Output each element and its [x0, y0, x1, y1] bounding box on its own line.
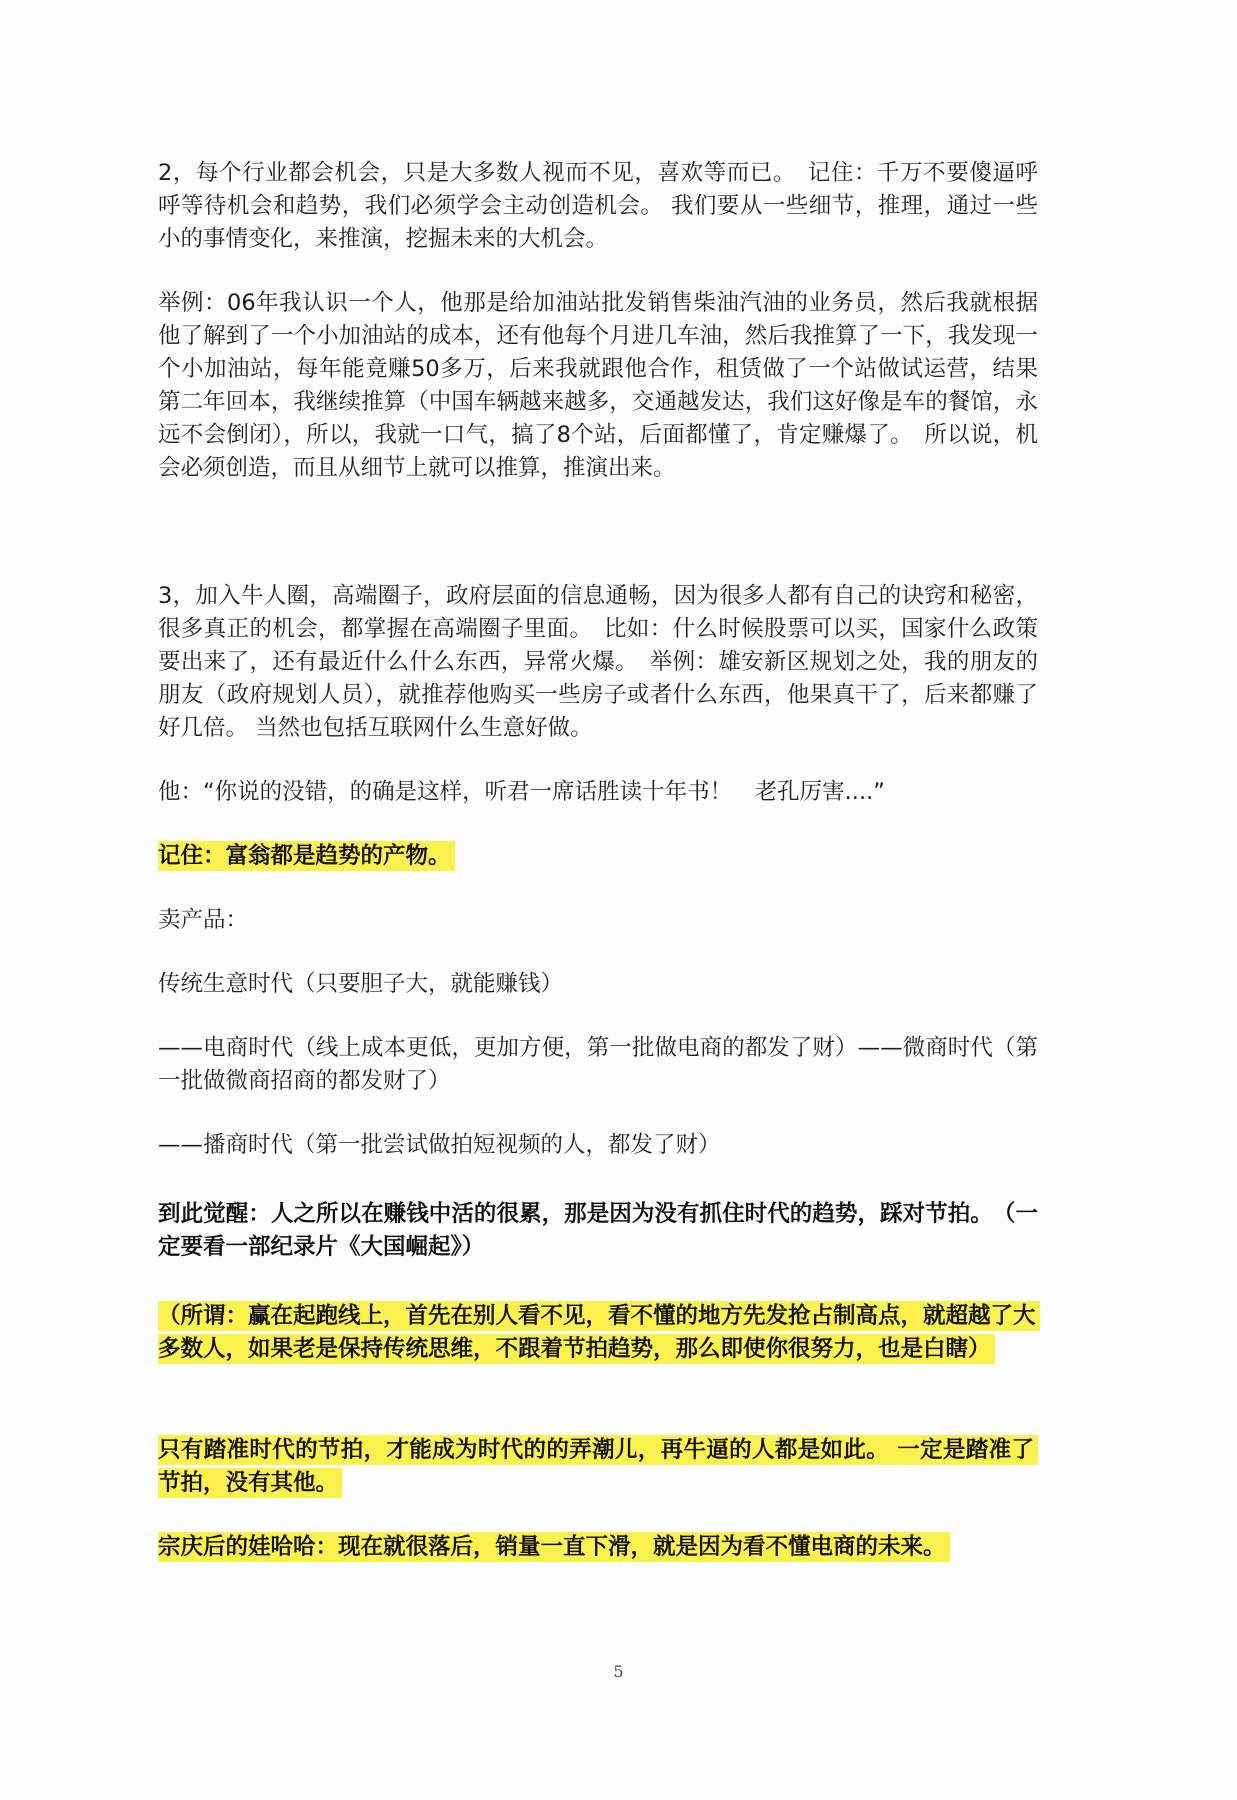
- paragraph-point-2: 2，每个行业都会机会，只是大多数人视而不见，喜欢等而已。 记住：千万不要傻逼呼呼等待机会和趋势，我们必须学会主动创造机会。 我们要从一些细节，推理，通过一些小的事情变化，来推演，挖掘未来的大机会。: [158, 160, 1038, 252]
- paragraph-reply: 他：“你说的没错，的确是这样，听君一席话胜读十年书！ 老孔厉害....”: [158, 779, 885, 805]
- page-number: 5: [613, 1662, 624, 1681]
- paragraph-point-3: 3，加入牛人圈，高端圈子，政府层面的信息通畅，因为很多人都有自己的诀窍和秘密，很多真正的机会，都掌握在高端圈子里面。 比如：什么时候股票可以买，国家什么政策要出来了，还有最近什么什么东西，异常火爆。 举例：雄安新区规划之处，我的朋友的朋友（政府规划人员），就推荐他购买一些房子或者什么东西，他果真干了，后来都赚了好几倍。 当然也包括互联网什么生意好做。: [158, 583, 1038, 741]
- paragraph-example-gas-station: 举例：06年我认识一个人，他那是给加油站批发销售柴油汽油的业务员，然后我就根据他了解到了一个小加油站的成本，还有他每个月进几车油，然后我推算了一下，我发现一个小加油站，每年能竟赚50多万，后来我就跟他合作，租赁做了一个站做试运营，结果第二年回本，我继续推算（中国车辆越来越多，交通越发达，我们这好像是车的餐馆，永远不会倒闭），所以，我就一口气，搞了8个站，后面都懂了，肯定赚爆了。 所以说，机会必须创造，而且从细节上就可以推算，推演出来。: [158, 290, 1038, 481]
- highlighted-text: 记住：富翁都是趋势的产物。: [158, 841, 455, 871]
- page-content: [158, 157, 1038, 1564]
- highlighted-text: （所谓：赢在起跑线上，首先在别人看不见，看不懂的地方先发抢占制高点，就超越了大多数人，如果老是保持传统思维，不跟着节拍趋势，那么即使你很努力，也是白瞎）: [158, 1301, 1040, 1364]
- highlighted-text: 宗庆后的娃哈哈：现在就很落后，销量一直下滑，就是因为看不懂电商的未来。: [158, 1532, 950, 1562]
- paragraph-sell-products: 卖产品：: [158, 907, 249, 933]
- paragraph-video-era: ——播商时代（第一批尝试做拍短视频的人，都发了财）: [158, 1132, 721, 1158]
- paragraph-ecommerce-era: ——电商时代（线上成本更低，更加方便，第一批做电商的都发了财）——微商时代（第一批做微商招商的都发财了）: [158, 1035, 1038, 1094]
- paragraph-awakening: 到此觉醒：人之所以在赚钱中活的很累，那是因为没有抓住时代的趋势，踩对节拍。 （一定要看一部纪录片《大国崛起》）: [158, 1201, 1038, 1260]
- paragraph-rhythm-highlight: [158, 1434, 1038, 1500]
- paragraph-remember-highlight: [158, 840, 1038, 873]
- paragraph-traditional-era: 传统生意时代（只要胆子大，就能赚钱）: [158, 971, 564, 997]
- highlighted-text: 只有踏准时代的节拍，才能成为时代的的弄潮儿，再牛逼的人都是如此。 一定是踏准了节拍，没有其他。: [158, 1435, 1038, 1498]
- paragraph-starting-line-highlight: [158, 1300, 1038, 1366]
- paragraph-wahaha-highlight: [158, 1531, 1038, 1564]
